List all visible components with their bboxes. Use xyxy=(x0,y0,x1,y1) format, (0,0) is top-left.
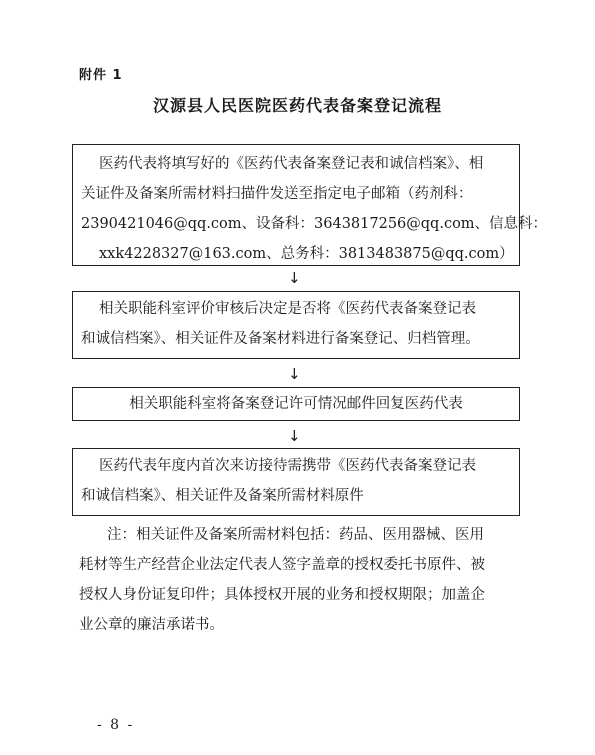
flow-step-email-reply xyxy=(72,387,520,421)
flow-arrow-down-icon: ↓ xyxy=(288,427,301,445)
document-title: 汉源县人民医院医药代表备案登记流程 xyxy=(152,96,442,115)
flow-arrow-down-icon: ↓ xyxy=(288,365,301,383)
flow-arrow-down-icon: ↓ xyxy=(288,269,301,287)
note-line: 注：相关证件及备案所需材料包括：药品、医用器械、医用 xyxy=(107,527,484,543)
step-text-line: 2390421046@qq.com、设备科：3643817256@qq.com、信息科： xyxy=(81,216,548,232)
note-line: 授权人身份证复印件；具体授权开展的业务和授权期限；加盖企 xyxy=(79,587,485,603)
flow-step-first-visit-originals xyxy=(72,448,520,516)
step-text-line: 相关职能科室评价审核后决定是否将《医药代表备案登记表 xyxy=(99,301,476,317)
note-paragraph xyxy=(79,520,529,640)
note-line: 业公章的廉洁承诺书。 xyxy=(79,617,224,633)
step-text-line: 和诚信档案》、相关证件及备案所需材料原件 xyxy=(81,488,364,504)
flow-step-submit-materials xyxy=(72,144,548,266)
step-text-line: 相关职能科室将备案登记许可情况邮件回复医药代表 xyxy=(129,396,463,412)
attachment-label: 附件 1 xyxy=(79,68,123,83)
page-number: - 8 - xyxy=(97,717,135,733)
step-text-line: 和诚信档案》、相关证件及备案材料进行备案登记、归档管理。 xyxy=(81,331,480,347)
step-text-line: 医药代表年度内首次来访接待需携带《医药代表备案登记表 xyxy=(99,458,476,474)
step-text-line: 关证件及备案所需材料扫描件发送至指定电子邮箱（药剂科： xyxy=(81,186,473,202)
note-line: 耗材等生产经营企业法定代表人签字盖章的授权委托书原件、被 xyxy=(79,557,485,573)
flow-step-review-and-filing xyxy=(72,291,520,359)
step-text-line: xxk4228327@163.com、总务科：3813483875@qq.com） xyxy=(99,246,514,262)
step-text-line: 医药代表将填写好的《医药代表备案登记表和诚信档案》、相 xyxy=(99,156,484,172)
